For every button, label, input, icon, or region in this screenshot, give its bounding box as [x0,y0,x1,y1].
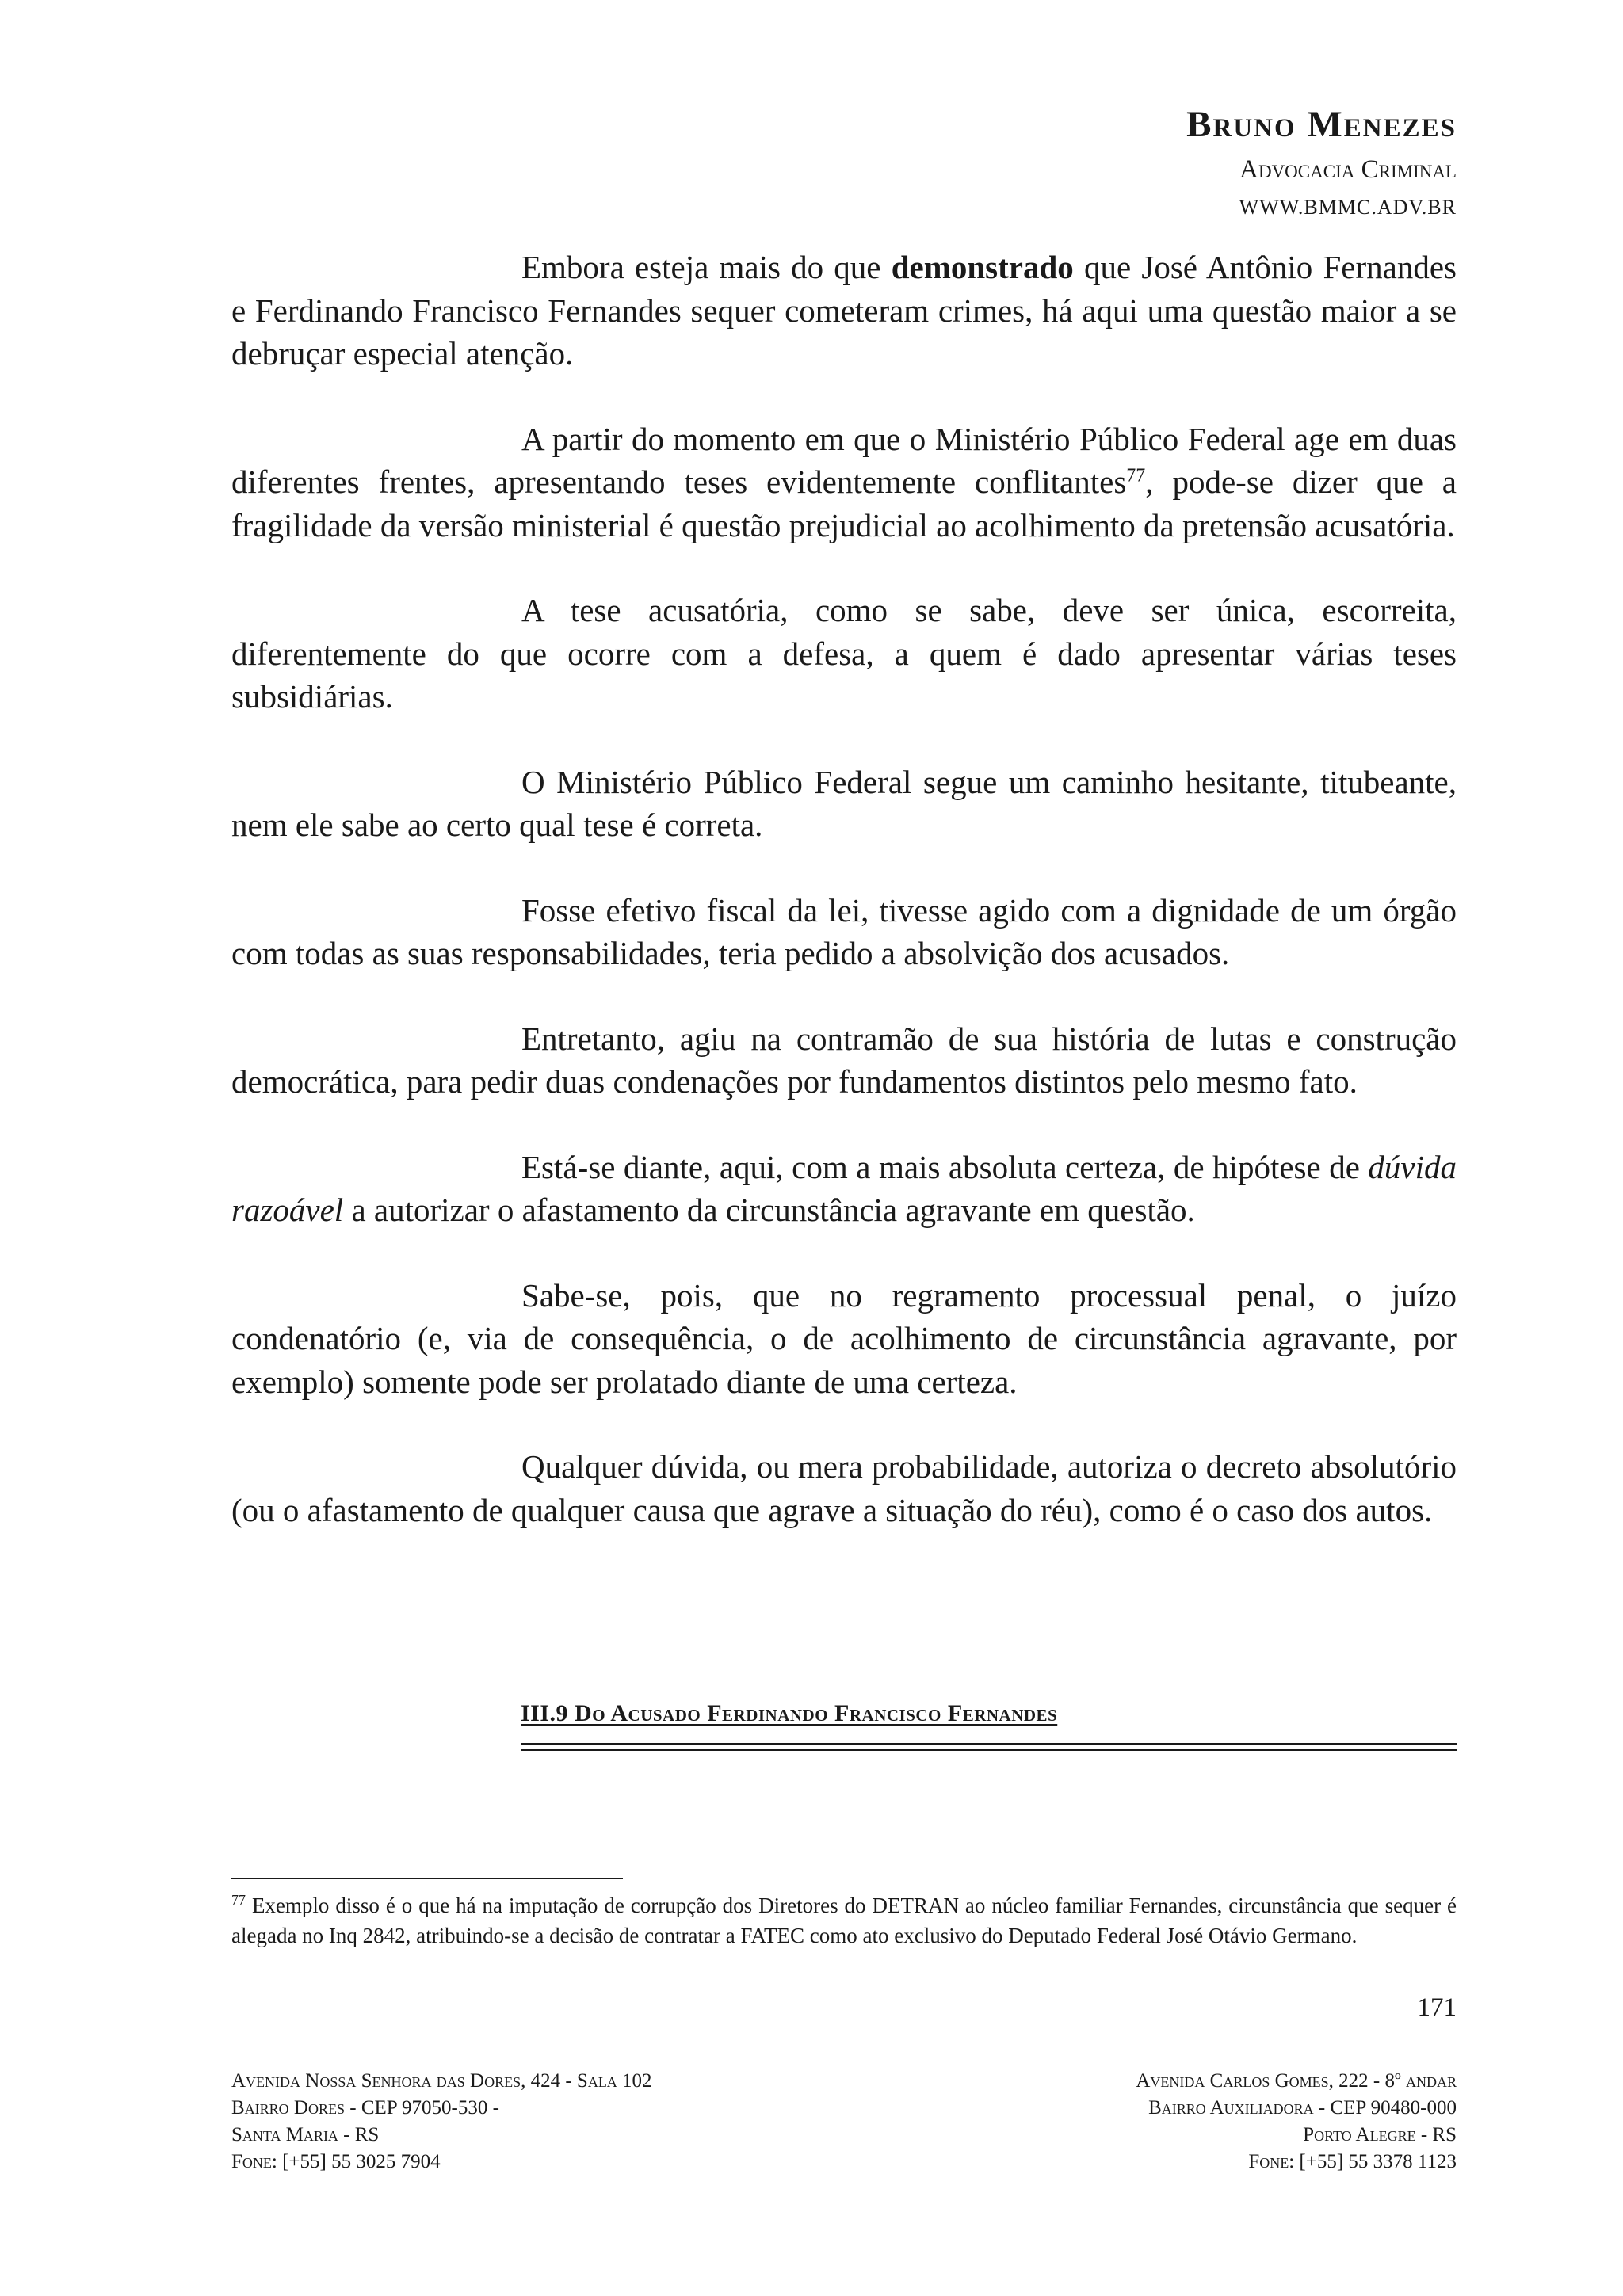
document-body [231,246,1457,1573]
footnote-separator [231,1878,623,1879]
address-line: Avenida Nossa Senhora das Dores, 424 - Sala 102 [231,2070,652,2092]
brand-subtitle: Advocacia Criminal [1239,155,1457,184]
paragraph: A tese acusatória, como se sabe, deve ser única, escorreita, diferentemente do que ocorre com a defesa, a quem é dado apresentar várias teses subsidiárias. [231,592,1457,715]
paragraph: Qualquer dúvida, ou mera probabilidade, autoriza o decreto absolutório (ou o afastamento de qualquer causa que agrave a situação do réu), como é o caso dos autos. [231,1448,1457,1528]
address-line: Avenida Carlos Gomes, 222 - 8º andar [1136,2070,1457,2092]
address-line: Bairro Auxiliadora - CEP 90480-000 [1148,2097,1457,2119]
address-line: Bairro Dores - CEP 97050-530 - [231,2097,499,2119]
website: WWW.BMMC.ADV.BR [1239,196,1457,219]
section-rule [521,1749,1457,1751]
section-heading [521,1700,1457,1751]
address-line: Santa Maria - RS [231,2124,380,2145]
footnote-number: 77 [231,1892,246,1908]
paragraph: Fosse efetivo fiscal da lei, tivesse agido com a dignidade de um órgão com todas as suas responsabilidades, teria pedido a absolvição dos acusados. [231,891,1457,971]
address-right [1136,2068,1457,2176]
paragraph: Está-se diante, aqui, com a mais absoluta certeza, de hipótese de dúvida razoável a autorizar o afastamento da circunstância agravante em questão. [231,1148,1457,1228]
paragraph: Entretanto, agiu na contramão de sua história de lutas e construção democrática, para pedir duas condenações por fundamentos distintos pelo mesmo fato. [231,1020,1457,1100]
footnote-text: Exemplo disso é o que há na imputação de corrupção dos Diretores do DETRAN ao núcleo familiar Fernandes, circunstância que sequer é alegada no Inq 2842, atribuindo-se a decisão de contratar a FATEC como ato exclusivo do Deputado Federal José Otávio Germano. [231,1894,1457,1947]
address-line: Fone: [+55] 55 3378 1123 [1248,2151,1457,2172]
section-title: III.9 Do Acusado Ferdinando Francisco Fernandes [521,1700,1058,1726]
address-line: Porto Alegre - RS [1303,2124,1457,2145]
italic-term: dúvida razoável [231,1148,1457,1228]
paragraph: A partir do momento em que o Ministério Público Federal age em duas diferentes frentes, apresentando teses evidentemente conflitantes$^{77}$, pode-se dizer que a fragilidade da versão ministerial é questão prejudicial ao acolhimento da pretensão acusatória. [231,420,1457,543]
brand-name: Bruno Menezes [1186,104,1457,145]
letterhead [1186,101,1457,223]
paragraph: Embora esteja mais do que demonstrado que José Antônio Fernandes e Ferdinando Francisco Fernandes sequer cometeram crimes, há aqui uma questão maior a se debruçar especial atenção. [231,249,1457,372]
section-rule [521,1743,1457,1745]
paragraph: O Ministério Público Federal segue um caminho hesitante, titubeante, nem ele sabe ao certo qual tese é correta. [231,763,1457,843]
page-number: 171 [1417,1993,1457,2022]
paragraph: Sabe-se, pois, que no regramento processual penal, o juízo condenatório (e, via de consequência, o de acolhimento de circunstância agravante, por exemplo) somente pode ser prolatado diante de uma certeza. [231,1276,1457,1400]
address-line: Fone: [+55] 55 3025 7904 [231,2151,441,2172]
address-left [231,2068,652,2176]
footnote-reference: 77 [1126,465,1146,486]
bold-term: demonstrado [891,249,1074,285]
footnote [231,1890,1457,1951]
